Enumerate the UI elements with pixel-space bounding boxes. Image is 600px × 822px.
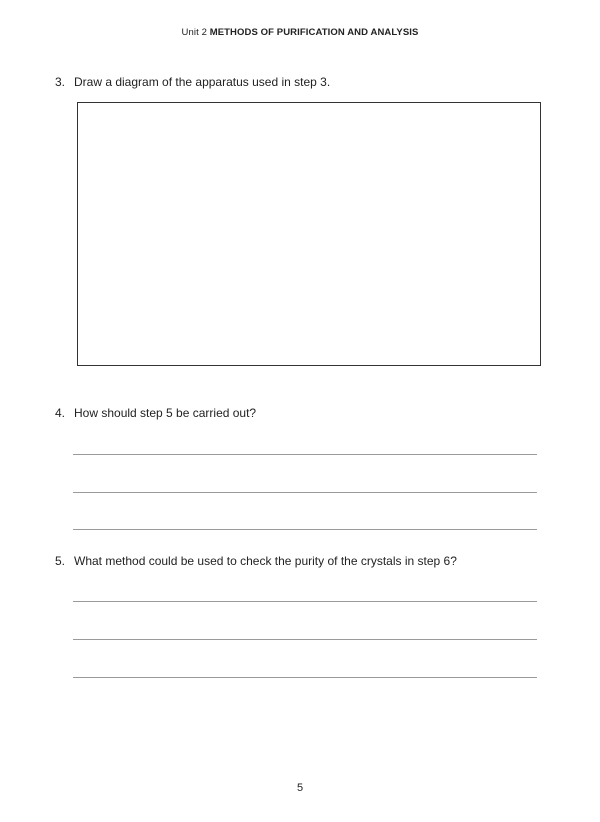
chapter-title: METHODS OF PURIFICATION AND ANALYSIS (209, 27, 419, 38)
answer-line[interactable] (73, 454, 537, 455)
page-header (0, 27, 600, 38)
question-text: What method could be used to check the purity of the crystals in step 6? (74, 554, 457, 568)
page-number: 5 (296, 782, 304, 794)
question-number: 4. (55, 406, 66, 420)
unit-label: Unit 2 (181, 27, 207, 38)
question-4 (55, 406, 256, 420)
answer-line[interactable] (73, 601, 537, 602)
question-5 (55, 554, 457, 568)
question-3 (55, 75, 330, 89)
question-text: How should step 5 be carried out? (74, 406, 257, 420)
answer-line[interactable] (73, 639, 537, 640)
answer-line[interactable] (73, 677, 537, 678)
answer-line[interactable] (73, 529, 537, 530)
answer-line[interactable] (73, 492, 537, 493)
question-number: 3. (55, 75, 66, 89)
question-text: Draw a diagram of the apparatus used in step 3. (74, 75, 331, 89)
diagram-drawing-box[interactable] (77, 102, 541, 366)
question-number: 5. (55, 554, 66, 568)
